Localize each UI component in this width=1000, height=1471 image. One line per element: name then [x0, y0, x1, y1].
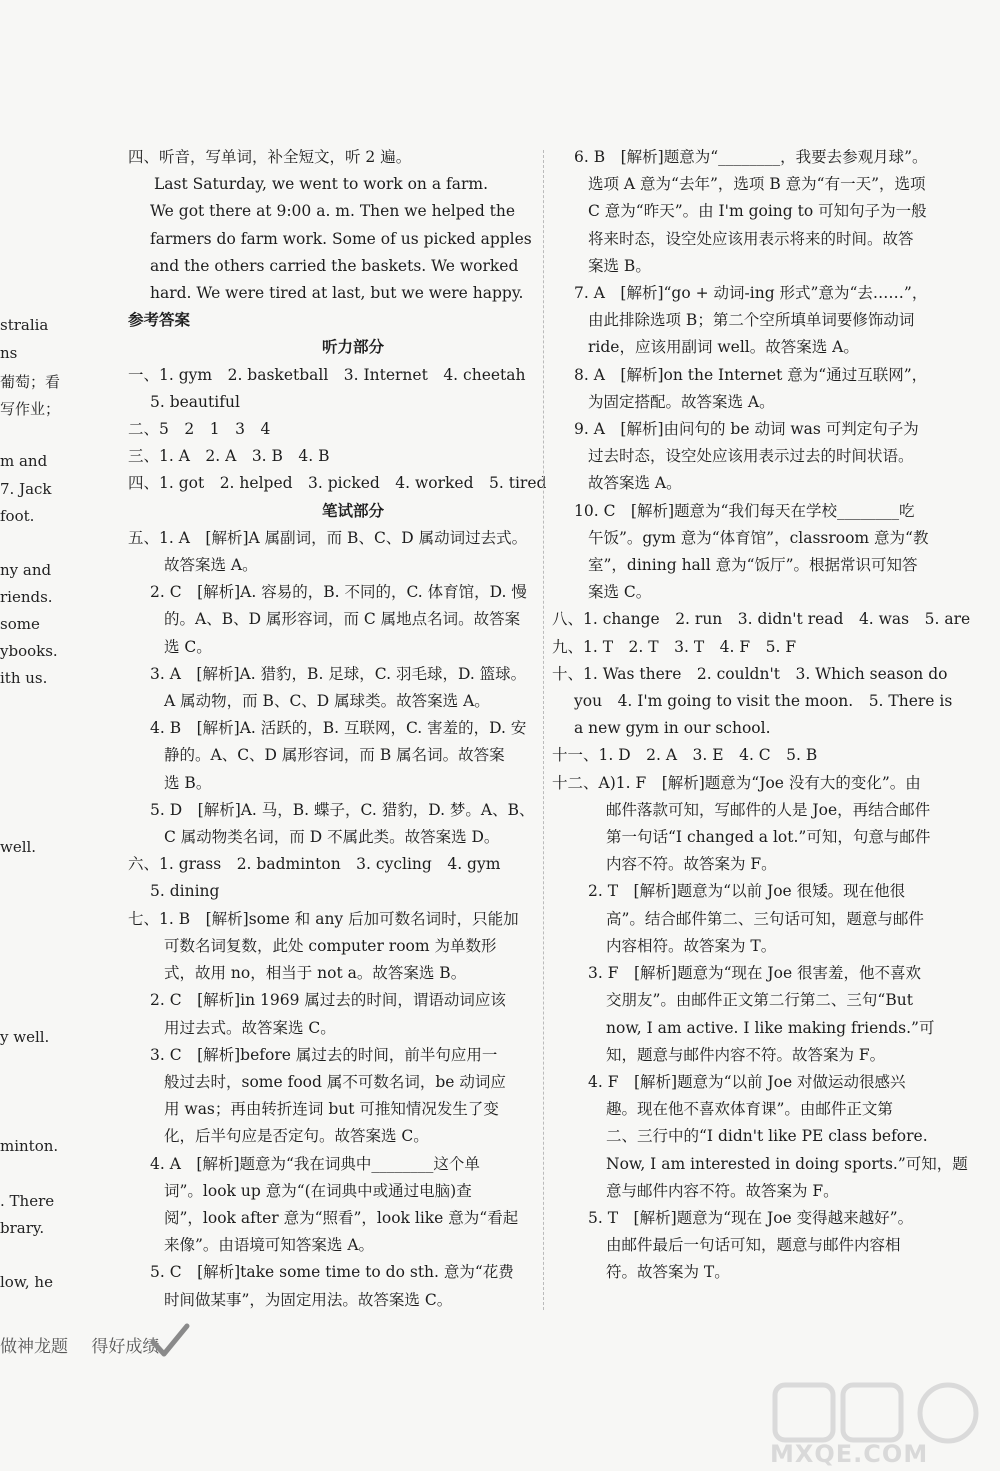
answer-line: C 属动物类名词，而 D 不属此类。故答案选 D。 [164, 828, 500, 847]
answer-line: 十一、1. D 2. A 3. E 4. C 5. B [552, 746, 818, 765]
answer-line: 选 C。 [164, 637, 212, 656]
passage-line: farmers do farm work. Some of us picked apples [150, 229, 532, 248]
answer-line: 4. A [解析]题意为“我在词典中________这个单 [150, 1154, 480, 1173]
answer-line: 三、1. A 2. A 3. B 4. B [128, 447, 330, 466]
answer-line: you 4. I'm going to visit the moon. 5. There is [574, 692, 953, 711]
answer-line: 5. C [解析]take some time to do sth. 意为“花费 [150, 1263, 514, 1282]
answer-line: 可数名词复数，此处 computer room 为单数形 [164, 936, 497, 955]
answer-line: 3. F [解析]题意为“现在 Joe 很害羞，他不喜欢 [588, 964, 922, 983]
answer-line: 六、1. grass 2. badminton 3. cycling 4. gym [128, 855, 501, 874]
answer-line: 趣。现在他不喜欢体育课”。由邮件正文第 [606, 1100, 893, 1119]
left-fragment: some [0, 615, 40, 633]
answer-line: 4. F [解析]题意为“以前 Joe 对做运动很感兴 [588, 1072, 906, 1091]
writing-part-heading: 笔试部分 [321, 501, 384, 520]
left-fragment: ny and [0, 561, 52, 579]
answer-line: 一、1. gym 2. basketball 3. Internet 4. cheetah [128, 365, 526, 384]
answer-line: 5. T [解析]题意为“现在 Joe 变得越来越好”。 [588, 1208, 914, 1227]
answer-line: 5. dining [150, 882, 220, 901]
passage-line: hard. We were tired at last, but we were happy. [150, 284, 524, 303]
answer-line: Now, I am interested in doing sports.”可知，题 [606, 1154, 968, 1173]
answer-line: 二、三行中的“I didn't like PE class before. [606, 1127, 928, 1146]
answer-line: 8. A [解析]on the Internet 意为“通过互联网”， [574, 365, 928, 384]
answer-line: 3. A [解析]A. 猎豹，B. 足球，C. 羽毛球，D. 篮球。 [150, 664, 527, 683]
answer-line: 为固定搭配。故答案选 A。 [588, 392, 775, 411]
watermark-text: MXQE.COM [770, 1440, 929, 1468]
footer-left-text: 做神龙题 [0, 1337, 68, 1357]
answer-line: 2. T [解析]题意为“以前 Joe 很矮。现在他很 [588, 882, 906, 901]
answer-line: C 意为“昨天”。由 I'm going to 可知句子为一般 [588, 202, 927, 221]
left-fragment: ns [0, 344, 18, 362]
section-four-title: 四、听音，写单词，补全短文，听 2 遍。 [128, 148, 412, 166]
answer-line: 2. C [解析]in 1969 属过去的时间，谓语动词应该 [150, 991, 506, 1010]
answer-line: 的。A、B、D 属形容词，而 C 属地点名词。故答案 [164, 610, 521, 629]
left-fragment: well. [0, 838, 37, 856]
left-fragment: 写作业； [0, 400, 61, 418]
answer-line: 6. B [解析]题意为“________，我要去参观月球”。 [574, 148, 928, 166]
answer-line: 午饭”。gym 意为“体育馆”，classroom 意为“教 [588, 528, 929, 547]
answer-line: 由邮件最后一句话可知，题意与邮件内容相 [606, 1236, 901, 1255]
left-fragment: m and [0, 452, 48, 470]
answer-line: 式，故用 no，相当于 not a。故答案选 B。 [164, 964, 467, 983]
answer-line: 词”。look up 意为“(在词典中或通过电脑)查 [164, 1181, 472, 1200]
answer-line: 符。故答案为 T。 [606, 1263, 730, 1282]
checkmark-icon [150, 1322, 190, 1358]
answer-line: 意与邮件内容不符。故答案为 F。 [606, 1181, 839, 1200]
answer-line: 4. B [解析]A. 活跃的，B. 互联网，C. 害羞的，D. 安 [150, 719, 527, 738]
left-fragment: ybooks. [0, 642, 58, 660]
left-fragment: . There [0, 1192, 55, 1210]
left-fragment: riends. [0, 588, 53, 606]
middle-column [128, 144, 547, 1314]
answer-line: 故答案选 A。 [164, 556, 258, 575]
left-fragment: 葡萄；看 [0, 373, 61, 391]
answer-line: 由此排除选项 B；第二个空所填单词要修饰动词 [588, 311, 915, 330]
answer-line: 七、1. B [解析]some 和 any 后加可数名词时，只能加 [128, 909, 519, 928]
passage-line: Last Saturday, we went to work on a farm. [154, 175, 489, 194]
passage-line: We got there at 9:00 a. m. Then we helped the [150, 202, 516, 221]
answer-line: 将来时态，设空处应该用表示将来的时间。故答 [588, 229, 914, 248]
answer-line: 3. C [解析]before 属过去的时间，前半句应用一 [150, 1045, 498, 1064]
answer-line: 高”。结合邮件第二、三句话可知，题意与邮件 [606, 909, 924, 928]
answer-line: 7. A [解析]“go + 动词-ing 形式”意为“去……”， [574, 284, 928, 303]
left-fragment: minton. [0, 1137, 59, 1155]
answer-line: 内容相符。故答案为 T。 [606, 936, 777, 955]
answer-line: 过去时态，设空处应该用表示过去的时间状语。 [588, 447, 914, 466]
answer-line: 般过去时，some food 属不可数名词，be 动词应 [164, 1072, 506, 1091]
answer-line: 九、1. T 2. T 3. T 4. F 5. F [552, 637, 797, 656]
answer-line: 十二、A)1. F [解析]题意为“Joe 没有大的变化”。由 [552, 773, 921, 792]
answer-line: 用过去式。故答案选 C。 [164, 1018, 336, 1037]
left-fragment: low, he [0, 1273, 53, 1291]
answer-line: A 属动物，而 B、C、D 属球类。故答案选 A。 [164, 692, 490, 711]
answer-line: 内容不符。故答案为 F。 [606, 855, 777, 874]
answer-line: 邮件落款可知，写邮件的人是 Joe，再结合邮件 [606, 800, 931, 819]
answer-line: a new gym in our school. [574, 719, 771, 738]
answer-line: 5. D [解析]A. 马，B. 蝶子，C. 猎豹，D. 梦。A、B、 [150, 800, 535, 819]
answer-line: 故答案选 A。 [588, 474, 682, 493]
answer-line: 八、1. change 2. run 3. didn't read 4. was 5. are [552, 610, 971, 629]
answer-line: 交朋友”。由邮件正文第二行第二、三句“But [606, 991, 913, 1010]
answer-line: 来像”。由语境可知答案选 A。 [164, 1236, 375, 1255]
answer-line: 五、1. A [解析]A 属副词，而 B、C、D 属动词过去式。 [128, 528, 528, 547]
answer-line: ride，应该用副词 well。故答案选 A。 [588, 338, 859, 357]
answer-line: 时间做某事”，为固定用法。故答案选 C。 [164, 1290, 453, 1309]
left-fragment: 7. Jack [0, 480, 52, 498]
answer-line: 化，后半句应是否定句。故答案选 C。 [164, 1127, 429, 1146]
answer-line: 案选 C。 [588, 583, 652, 602]
answer-line: 9. A [解析]由问句的 be 动词 was 可判定句子为 [574, 420, 919, 439]
answer-line: 2. C [解析]A. 容易的，B. 不同的，C. 体育馆，D. 慢 [150, 583, 527, 602]
left-fragment: brary. [0, 1219, 45, 1237]
answer-line: 案选 B。 [588, 256, 651, 275]
answer-line: 第一句话“I changed a lot.”可知，句意与邮件 [606, 828, 931, 847]
answer-line: 5. beautiful [150, 392, 240, 411]
reference-answers-heading: 参考答案 [128, 311, 191, 330]
answer-line: 十、1. Was there 2. couldn't 3. Which season do [552, 664, 948, 683]
right-column [552, 144, 972, 1287]
answer-line: 阅”，look after 意为“照看”，look like 意为“看起 [164, 1208, 519, 1227]
passage-line: and the others carried the baskets. We worked [150, 256, 519, 275]
answer-line: 四、1. got 2. helped 3. picked 4. worked 5. tired [128, 474, 547, 493]
answer-line: 知，题意与邮件内容不符。故答案为 F。 [606, 1045, 886, 1064]
listening-part-heading: 听力部分 [321, 338, 384, 357]
answer-line: 选项 A 意为“去年”，选项 B 意为“有一天”，选项 [588, 175, 926, 194]
answer-line: 选 B。 [164, 773, 212, 792]
footer-right-text: 得好成绩 [91, 1337, 160, 1357]
answer-line: 10. C [解析]题意为“我们每天在学校________吃 [574, 501, 915, 520]
column-divider [543, 150, 544, 1310]
left-fragment: stralia [0, 316, 49, 334]
answer-line: 用 was；再由转折连词 but 可推知情况发生了变 [164, 1100, 499, 1119]
left-fragment: y well. [0, 1028, 50, 1046]
left-fragment: foot. [0, 507, 35, 525]
answer-line: 室”，dining hall 意为“饭厅”。根据常识可知答 [588, 556, 918, 575]
left-fragment: ith us. [0, 669, 48, 687]
answer-line: now, I am active. I like making friends.”可 [606, 1018, 935, 1037]
answer-line: 静的。A、C、D 属形容词，而 B 属名词。故答案 [164, 746, 505, 765]
answer-line: 二、5 2 1 3 4 [128, 420, 271, 439]
